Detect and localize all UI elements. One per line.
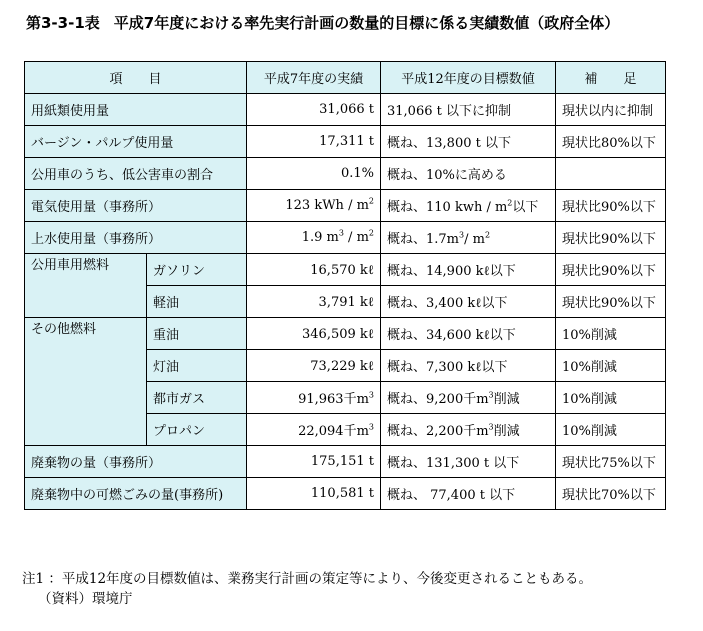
row-remarks: 現状比90%以下 (556, 222, 666, 254)
row-remarks: 現状比70%以下 (556, 478, 666, 510)
row-subitem: 都市ガス (147, 382, 247, 414)
row-actual: 3,791 kℓ (247, 286, 381, 318)
footnote: 注1 ：平成12年度の目標数値は、業務実行計画の策定等により、今後変更されることもある。 (22, 571, 593, 587)
table-number: 第3-3-1表 (26, 14, 100, 32)
row-target: 概ね、34,600 kℓ以下 (381, 318, 556, 350)
row-remarks: 10%削減 (556, 414, 666, 446)
row-remarks: 10%削減 (556, 382, 666, 414)
table-row (25, 254, 666, 286)
header-target: 平成12年度の目標数値 (381, 62, 556, 94)
row-actual: 110,581 t (247, 478, 381, 510)
row-target: 概ね、131,300 t 以下 (381, 446, 556, 478)
row-item: バージン・パルプ使用量 (25, 126, 247, 158)
table-row (25, 222, 666, 254)
row-item: 上水使用量（事務所） (25, 222, 247, 254)
row-subitem: プロパン (147, 414, 247, 446)
row-target: 概ね、110 kwh / $m^2$以下 (381, 190, 556, 222)
source-note: （資料）環境庁 (38, 591, 133, 607)
row-target: 概ね、14,900 kℓ以下 (381, 254, 556, 286)
row-actual: 123 kWh / $m^2$ (247, 190, 381, 222)
table-row (25, 126, 666, 158)
row-remarks: 現状比80%以下 (556, 126, 666, 158)
header-row (25, 62, 666, 94)
row-item: 廃棄物中の可燃ごみの量(事務所) (25, 478, 247, 510)
row-subitem: 灯油 (147, 350, 247, 382)
row-target: 概ね、 77,400 t 以下 (381, 478, 556, 510)
table-row (25, 190, 666, 222)
row-remarks: 現状比90%以下 (556, 286, 666, 318)
group-label-vehicle-fuel: 公用車用燃料 (25, 254, 147, 318)
row-actual: 16,570 kℓ (247, 254, 381, 286)
row-remarks: 現状以内に抑制 (556, 94, 666, 126)
row-remarks: 現状比90%以下 (556, 254, 666, 286)
header-remarks: 補 足 (556, 62, 666, 94)
table-title (26, 12, 696, 33)
row-target: 概ね、7,300 kℓ以下 (381, 350, 556, 382)
row-actual: 17,311 t (247, 126, 381, 158)
row-actual: 31,066 t (247, 94, 381, 126)
row-actual: 22,094千$m^3$ (247, 414, 381, 446)
table-row (25, 158, 666, 190)
header-actual: 平成7年度の実績 (247, 62, 381, 94)
row-remarks: 10%削減 (556, 318, 666, 350)
row-remarks: 現状比90%以下 (556, 190, 666, 222)
row-target: 概ね、10%に高める (381, 158, 556, 190)
row-target: 概ね、13,800 t 以下 (381, 126, 556, 158)
table-row (25, 94, 666, 126)
row-subitem: ガソリン (147, 254, 247, 286)
row-target: 概ね、$1.7m^3/$ $m^2$ (381, 222, 556, 254)
row-actual: 346,509 kℓ (247, 318, 381, 350)
row-target: 概ね、2,200千$m^3$削減 (381, 414, 556, 446)
row-remarks: 10%削減 (556, 350, 666, 382)
row-item: 電気使用量（事務所） (25, 190, 247, 222)
row-actual: 91,963千$m^3$ (247, 382, 381, 414)
table-row (25, 318, 666, 350)
header-item: 項 目 (25, 62, 247, 94)
row-target: 概ね、9,200千$m^3$削減 (381, 382, 556, 414)
row-target: 31,066 t 以下に抑制 (381, 94, 556, 126)
row-actual: 175,151 t (247, 446, 381, 478)
row-target: 概ね、3,400 kℓ以下 (381, 286, 556, 318)
row-subitem: 重油 (147, 318, 247, 350)
row-actual: 1.9 $m^3 / m^2$ (247, 222, 381, 254)
table-row (25, 446, 666, 478)
results-table (24, 61, 666, 510)
row-item: 公用車のうち、低公害車の割合 (25, 158, 247, 190)
row-item: 用紙類使用量 (25, 94, 247, 126)
row-actual: 0.1% (247, 158, 381, 190)
group-label-other-fuel: その他燃料 (25, 318, 147, 446)
row-item: 廃棄物の量（事務所） (25, 446, 247, 478)
row-remarks (556, 158, 666, 190)
table-title-text: 平成7年度における率先実行計画の数量的目標に係る実績数値（政府全体） (113, 14, 620, 32)
row-remarks: 現状比75%以下 (556, 446, 666, 478)
row-actual: 73,229 kℓ (247, 350, 381, 382)
row-subitem: 軽油 (147, 286, 247, 318)
table-row (25, 478, 666, 510)
